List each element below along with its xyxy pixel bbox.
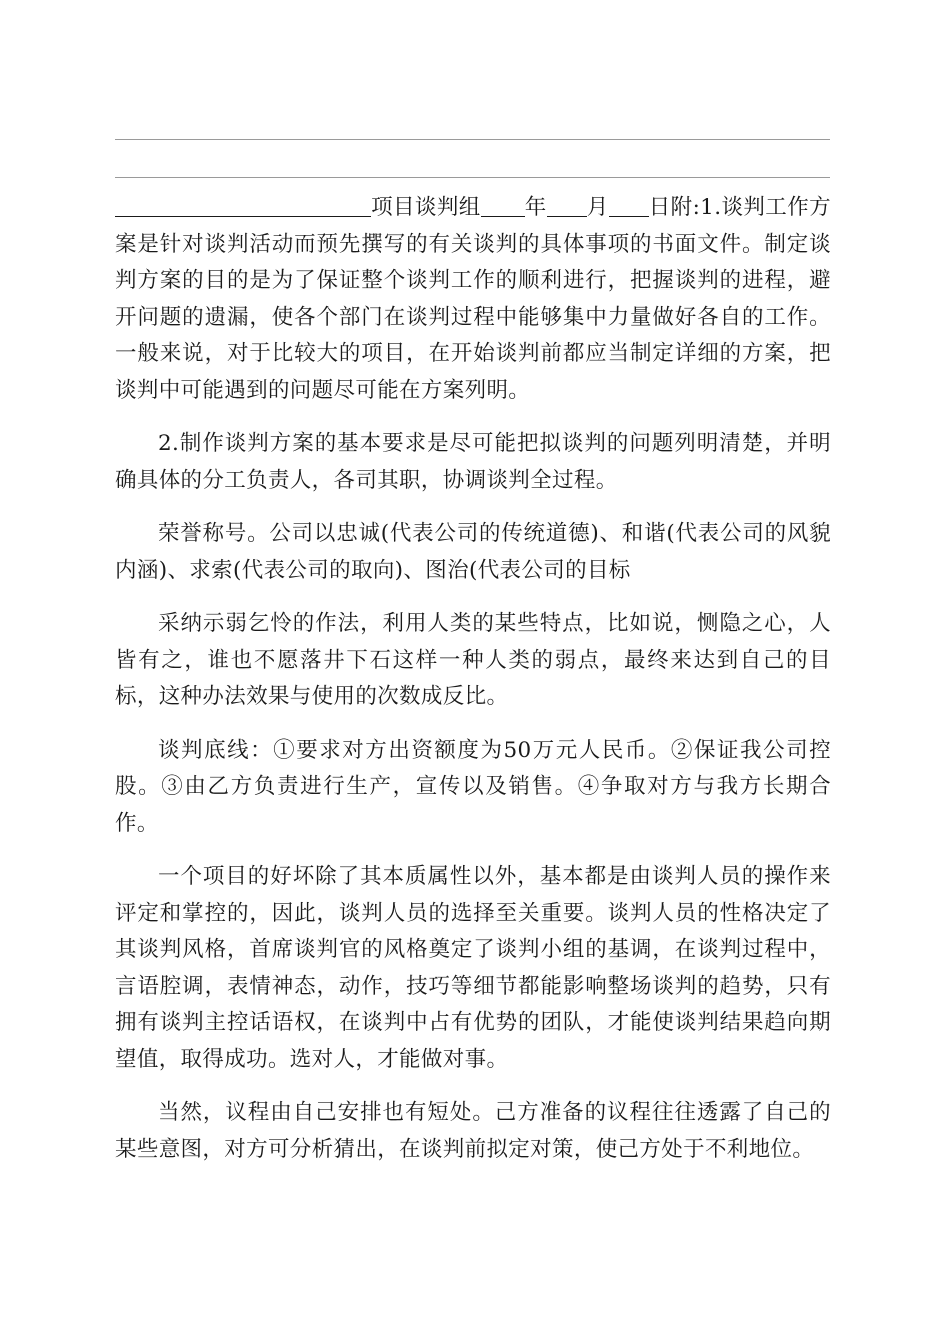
blank-field-month bbox=[547, 194, 587, 217]
second-rule-line bbox=[115, 177, 830, 178]
paragraph: 采纳示弱乞怜的作法，利用人类的某些特点，比如说，恻隐之心，人皆有之，谁也不愿落井下石这样一种人类的弱点，最终来达到自己的目标，这种办法效果与使用的次数成反比。 bbox=[115, 611, 831, 709]
day-and-paragraph-text: 日附:1.谈判工作方案是针对谈判活动而预先撰写的有关谈判的具体事项的书面文件。制定谈判方案的目的是为了保证整个谈判工作的顺利进行，把握谈判的进程，避开问题的遗漏，使各个部门在谈判过程中能够集中力量做好各自的工作。一般来说，对于比较大的项目，在开始谈判前都应当制定详细的方案，把谈判中可能遇到的问题尽可能在方案列明。 bbox=[115, 195, 831, 403]
document-body bbox=[115, 190, 831, 1185]
blank-field-year bbox=[481, 194, 525, 217]
blank-field-project bbox=[115, 194, 371, 217]
top-rule-line bbox=[115, 139, 830, 140]
paragraph: 一个项目的好坏除了其本质属性以外，基本都是由谈判人员的操作来评定和掌控的，因此，谈判人员的选择至关重要。谈判人员的性格决定了其谈判风格，首席谈判官的风格奠定了谈判小组的基调，在谈判过程中，言语腔调，表情神态，动作，技巧等细节都能影响整场谈判的趋势，只有拥有谈判主控话语权，在谈判中占有优势的团队，才能使谈判结果趋向期望值，取得成功。选对人，才能做对事。 bbox=[115, 864, 831, 1072]
project-team-label: 项目谈判组 bbox=[371, 195, 481, 220]
paragraph: 当然，议程由自己安排也有短处。己方准备的议程往往透露了自己的某些意图，对方可分析猜出，在谈判前拟定对策，使己方处于不利地位。 bbox=[115, 1100, 831, 1162]
paragraph: 谈判底线：①要求对方出资额度为50万元人民币。②保证我公司控股。③由乙方负责进行生产，宣传以及销售。④争取对方与我方长期合作。 bbox=[115, 737, 831, 836]
blank-field-day bbox=[609, 194, 649, 217]
header-paragraph bbox=[115, 190, 831, 409]
year-label: 年 bbox=[524, 195, 547, 220]
month-label: 月 bbox=[586, 195, 609, 220]
paragraph: 2.制作谈判方案的基本要求是尽可能把拟谈判的问题列明清楚，并明确具体的分工负责人，各司其职，协调谈判全过程。 bbox=[115, 431, 831, 493]
paragraph: 荣誉称号。公司以忠诚(代表公司的传统道德)、和谐(代表公司的风貌内涵)、求索(代表公司的取向)、图治(代表公司的目标 bbox=[115, 521, 831, 583]
